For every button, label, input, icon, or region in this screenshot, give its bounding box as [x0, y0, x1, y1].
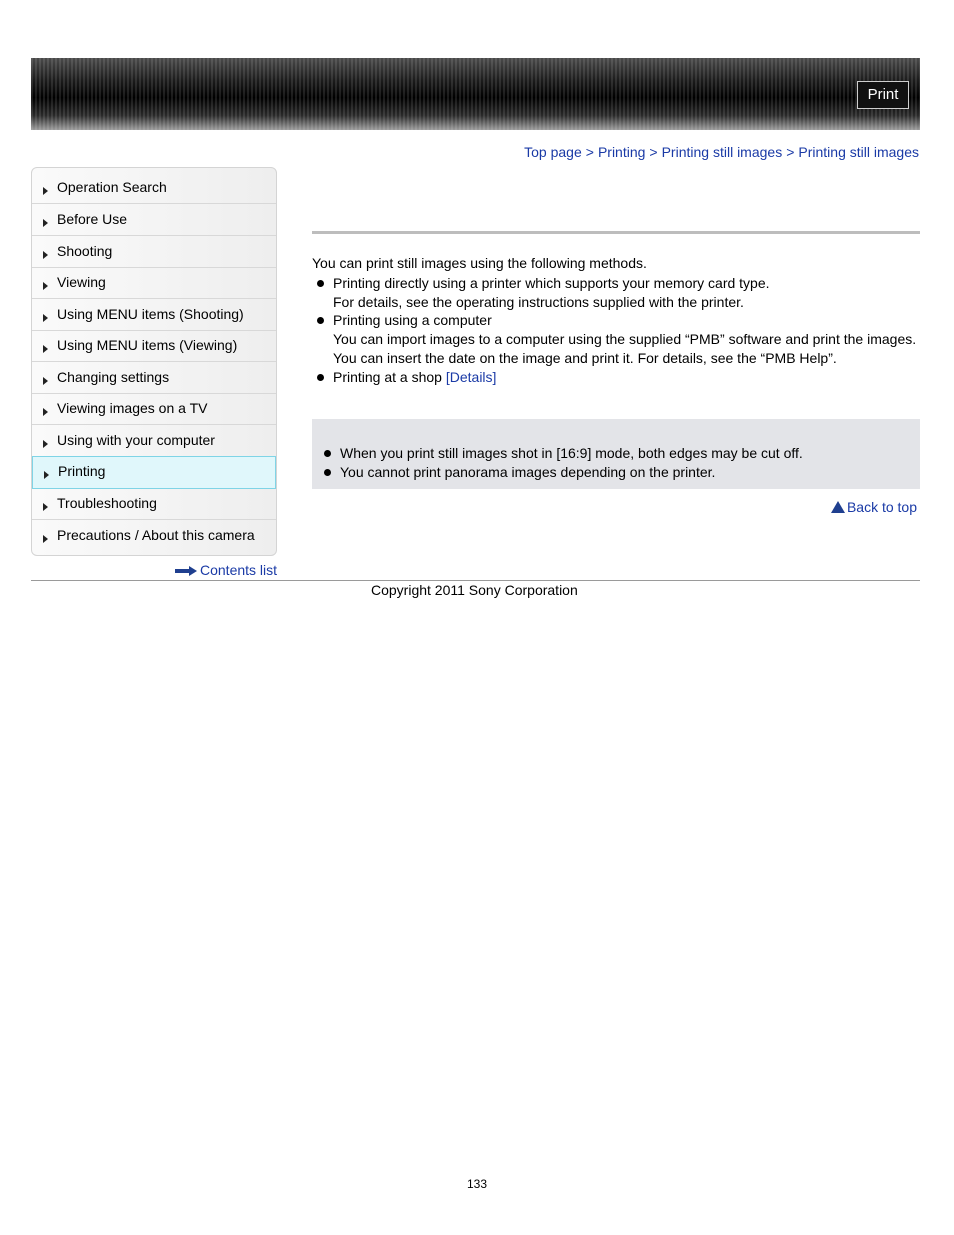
arrow-right-icon — [43, 535, 48, 543]
contents-list-link[interactable] — [175, 562, 277, 578]
method-title: Printing at a shop — [333, 368, 442, 385]
bullet-icon — [324, 469, 331, 476]
sidebar-item-menu-shooting[interactable] — [32, 300, 276, 331]
arrow-right-icon — [43, 440, 48, 448]
sidebar-item-menu-viewing[interactable] — [32, 331, 276, 362]
page-number: 133 — [466, 1177, 488, 1191]
sidebar-item-label: Precautions / About this camera — [57, 527, 255, 543]
arrow-right-icon — [43, 345, 48, 353]
arrow-right-icon — [44, 471, 49, 479]
breadcrumb-printing-still-images[interactable]: Printing still images — [661, 144, 783, 160]
breadcrumb-top-page[interactable]: Top page — [524, 144, 582, 160]
sidebar-item-label: Operation Search — [57, 179, 167, 195]
list-item — [312, 274, 917, 311]
header-banner — [31, 58, 920, 130]
breadcrumb-separator: > — [786, 144, 795, 160]
method-detail: For details, see the operating instructions supplied with the printer. — [333, 293, 744, 310]
note-text: When you print still images shot in [16:9] mode, both edges may be cut off. — [340, 445, 803, 461]
notes-list — [321, 444, 803, 481]
sidebar-item-label: Viewing images on a TV — [57, 400, 208, 416]
sidebar-item-operation-search[interactable] — [32, 173, 276, 204]
sidebar-item-label: Printing — [58, 463, 106, 479]
sidebar-item-precautions[interactable] — [32, 521, 276, 552]
sidebar-item-label: Using MENU items (Shooting) — [57, 306, 244, 322]
sidebar-item-computer[interactable] — [32, 426, 276, 457]
sidebar-item-viewing[interactable] — [32, 268, 276, 299]
arrow-right-icon — [43, 503, 48, 511]
breadcrumb — [524, 144, 919, 160]
bullet-icon — [317, 280, 324, 287]
intro-text: You can print still images using the following methods. — [312, 255, 647, 271]
title-divider — [312, 231, 920, 234]
footer-divider — [31, 580, 920, 581]
arrow-right-icon — [175, 566, 197, 576]
sidebar-item-label: Troubleshooting — [57, 495, 157, 511]
note-box — [312, 419, 920, 489]
arrow-right-icon — [43, 408, 48, 416]
list-item — [321, 444, 803, 463]
details-link[interactable]: [Details] — [445, 368, 497, 385]
sidebar-item-label: Before Use — [57, 211, 128, 227]
list-item — [312, 368, 917, 387]
note-text: You cannot print panorama images depending on the printer. — [340, 463, 716, 480]
method-title: Printing directly using a printer which supports your memory card type. — [333, 275, 770, 291]
bullet-icon — [324, 450, 331, 457]
copyright-text: Copyright 2011 Sony Corporation — [371, 582, 578, 598]
arrow-right-icon — [43, 282, 48, 290]
triangle-up-icon — [831, 501, 845, 513]
arrow-right-icon — [43, 251, 48, 259]
arrow-right-icon — [43, 314, 48, 322]
bullet-icon — [317, 317, 324, 324]
list-item — [321, 463, 803, 482]
sidebar-item-label: Using MENU items (Viewing) — [57, 337, 238, 353]
arrow-right-icon — [43, 377, 48, 385]
sidebar-item-shooting[interactable] — [32, 237, 276, 268]
bullet-icon — [317, 374, 324, 381]
breadcrumb-separator: > — [649, 144, 658, 160]
method-detail: You can insert the date on the image and print it. For details, see the “PMB Help”. — [333, 349, 837, 366]
methods-list — [312, 274, 917, 386]
arrow-right-icon — [43, 219, 48, 227]
sidebar-item-label: Shooting — [57, 243, 113, 259]
sidebar-item-troubleshooting[interactable] — [32, 489, 276, 520]
list-item — [312, 311, 917, 367]
sidebar-item-changing-settings[interactable] — [32, 363, 276, 394]
breadcrumb-separator: > — [585, 144, 594, 160]
contents-list-label: Contents list — [200, 562, 278, 578]
sidebar-nav — [31, 167, 277, 556]
breadcrumb-current[interactable]: Printing still images — [798, 144, 919, 160]
sidebar-item-label: Viewing — [57, 274, 106, 290]
breadcrumb-printing[interactable]: Printing — [597, 144, 646, 160]
sidebar-item-viewing-tv[interactable] — [32, 394, 276, 425]
back-to-top-link[interactable] — [831, 499, 917, 515]
sidebar-item-label: Changing settings — [57, 369, 170, 385]
method-detail: You can import images to a computer using the supplied “PMB” software and print the images. — [333, 331, 917, 348]
print-button[interactable]: Print — [857, 81, 909, 109]
sidebar-item-printing[interactable] — [32, 456, 276, 489]
sidebar-item-label: Using with your computer — [57, 432, 215, 448]
method-title: Printing using a computer — [333, 312, 492, 329]
arrow-right-icon — [43, 187, 48, 195]
back-to-top-label: Back to top — [846, 499, 917, 515]
sidebar-item-before-use[interactable] — [32, 205, 276, 236]
